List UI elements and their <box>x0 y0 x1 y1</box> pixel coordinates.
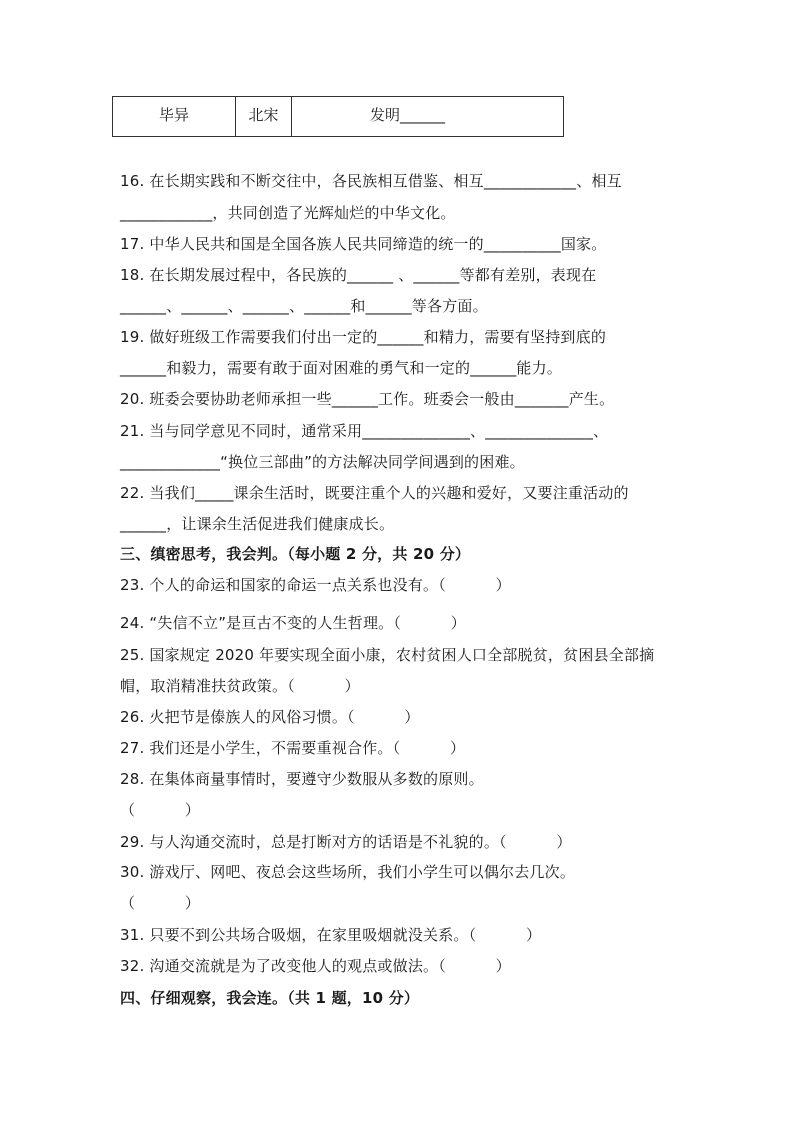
question-line: 32. 沟通交流就是为了改变他人的观点或做法。（ ） <box>120 957 511 975</box>
question-line: 19. 做好班级工作需要我们付出一定的______和精力，需要有坚持到底的 <box>120 328 607 346</box>
question-line: 21. 当与同学意见不同时，通常采用______________、______________、 <box>120 422 609 440</box>
table-cell-invention: 发明______ <box>291 97 563 136</box>
question-line: _____________“换位三部曲”的方法解决同学间遇到的困难。 <box>120 453 525 471</box>
question-line: 22. 当我们_____课余生活时，既要注重个人的兴趣和爱好，又要注重活动的 <box>120 484 629 502</box>
question-line: 28. 在集体商量事情时，要遵守少数服从多数的原则。 <box>120 770 484 788</box>
question-line: 帽，取消精准扶贫政策。（ ） <box>120 677 360 695</box>
question-line: 26. 火把节是傣族人的风俗习惯。（ ） <box>120 708 420 726</box>
question-line: 29. 与人沟通交流时，总是打断对方的话语是不礼貌的。（ ） <box>120 833 572 851</box>
question-line: 16. 在长期实践和不断交往中，各民族相互借鉴、相互____________、相互 <box>120 172 622 190</box>
question-line: 31. 只要不到公共场合吸烟，在家里吸烟就没关系。（ ） <box>120 926 542 944</box>
question-line: 27. 我们还是小学生，不需要重视合作。（ ） <box>120 739 466 757</box>
answer-table <box>112 96 564 137</box>
question-line: 24. “失信不立”是亘古不变的人生哲理。（ ） <box>120 614 466 632</box>
question-line: ____________，共同创造了光辉灿烂的中华文化。 <box>120 204 456 222</box>
table-cell-dynasty: 北宋 <box>235 97 291 136</box>
question-line: （ ） <box>120 801 201 819</box>
question-line: 30. 游戏厅、网吧、夜总会这些场所，我们小学生可以偶尔去几次。 <box>120 863 576 881</box>
question-line: 18. 在长期发展过程中，各民族的______ 、______等都有差别，表现在 <box>120 266 597 284</box>
question-line: 25. 国家规定 2020 年要实现全面小康，农村贫困人口全部脱贫，贫困县全部摘 <box>120 646 655 664</box>
question-line: 20. 班委会要协助老师承担一些______工作。班委会一般由_______产生。 <box>120 390 615 408</box>
question-line: 17. 中华人民共和国是全国各族人民共同缔造的统一的__________国家。 <box>120 235 607 253</box>
question-line: （ ） <box>120 894 201 912</box>
table-cell-name: 毕异 <box>158 106 189 124</box>
section-heading: 三、缜密思考，我会判。（每小题 2 分，共 20 分） <box>120 545 471 563</box>
section-heading: 四、仔细观察，我会连。（共 1 题，10 分） <box>120 989 420 1007</box>
question-line: ______、______、______、______和______等各方面。 <box>120 297 488 315</box>
question-line: ______，让课余生活促进我们健康成长。 <box>120 515 395 533</box>
question-line: 23. 个人的命运和国家的命运一点关系也没有。（ ） <box>120 576 511 594</box>
question-line: ______和毅力，需要有敢于面对困难的勇气和一定的______能力。 <box>120 359 563 377</box>
